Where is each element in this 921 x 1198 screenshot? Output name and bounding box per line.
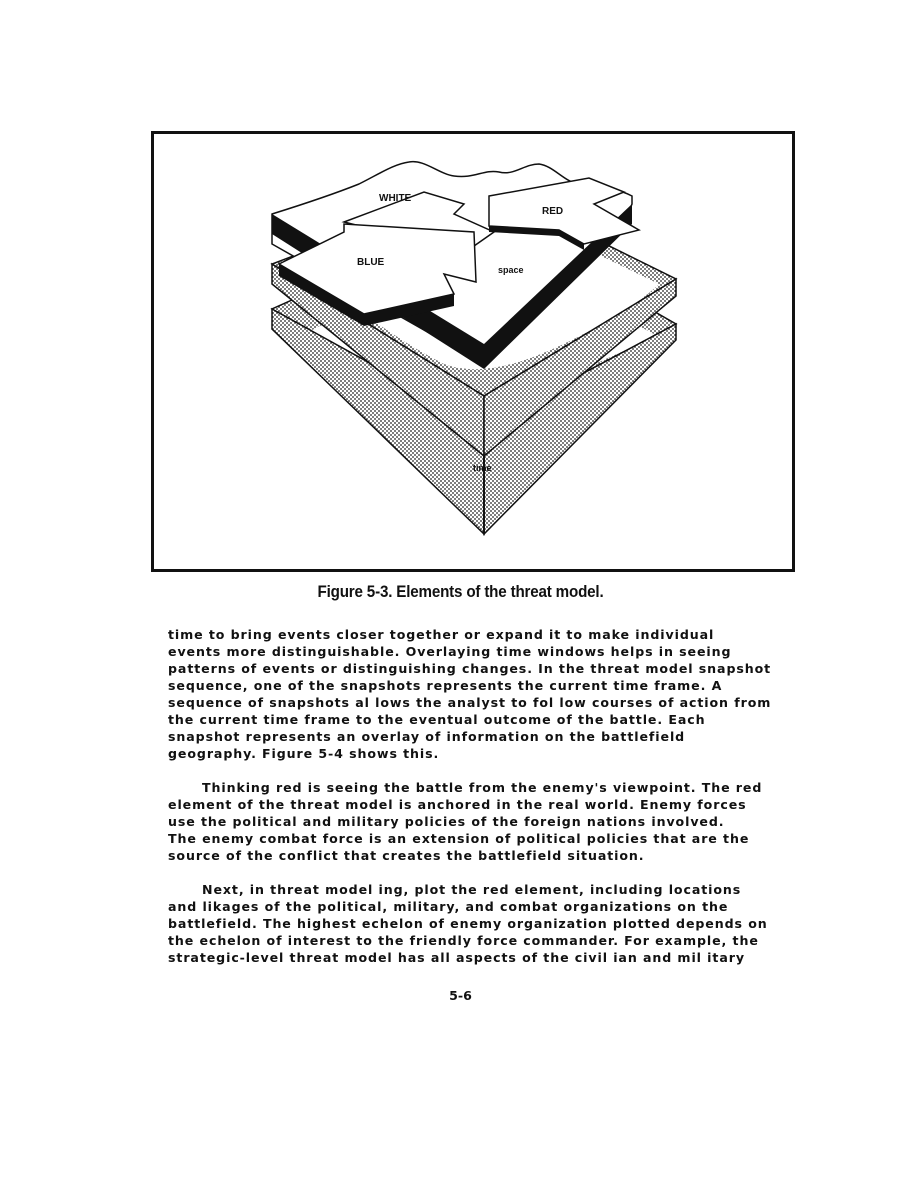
text-line: events more distinguishable. Overlaying time windows helps in seeing	[168, 644, 732, 659]
blue-label: BLUE	[357, 257, 385, 268]
text-line: patterns of events or distinguishing changes. In the threat model snapshot	[168, 661, 772, 676]
page-number: 5-6	[449, 988, 472, 1003]
text-line: the echelon of interest to the friendly force commander. For example, the	[168, 933, 759, 948]
time-label: time	[473, 463, 492, 473]
figure-caption: Figure 5-3. Elements of the threat model.	[317, 583, 604, 601]
text-line: geography. Figure 5-4 shows this.	[168, 746, 440, 761]
threat-model-illustration	[154, 134, 792, 569]
text-line: sequence, one of the snapshots represents the current time frame. A	[168, 678, 723, 693]
white-label: WHITE	[379, 193, 412, 204]
text-line: and likages of the political, military, and combat organizations on the	[168, 899, 729, 914]
text-line: element of the threat model is anchored in the real world. Enemy forces	[168, 797, 747, 812]
paragraph-3	[168, 881, 790, 966]
text-line: the current time frame to the eventual outcome of the battle. Each	[168, 712, 706, 727]
text-line: battlefield. The highest echelon of enemy organization plotted depends on	[168, 916, 768, 931]
paragraph-1	[168, 626, 790, 762]
paragraph-2	[168, 779, 790, 864]
text-line: Next, in threat model ing, plot the red element, including locations	[202, 882, 742, 897]
text-line: time to bring events closer together or expand it to make individual	[168, 627, 715, 642]
text-line: strategic-level threat model has all aspects of the civil ian and mil itary	[168, 950, 745, 965]
figure-frame	[151, 131, 795, 572]
text-line: The enemy combat force is an extension of political policies that are the	[168, 831, 750, 846]
text-line: snapshot represents an overlay of information on the battlefield	[168, 729, 686, 744]
text-line: use the political and military policies of the foreign nations involved.	[168, 814, 725, 829]
text-line: Thinking red is seeing the battle from the enemy's viewpoint. The red	[202, 780, 763, 795]
text-line: sequence of snapshots al lows the analyst to fol low courses of action from	[168, 695, 772, 710]
space-label: space	[498, 265, 524, 275]
red-label: RED	[542, 206, 564, 217]
text-line: source of the conflict that creates the battlefield situation.	[168, 848, 645, 863]
